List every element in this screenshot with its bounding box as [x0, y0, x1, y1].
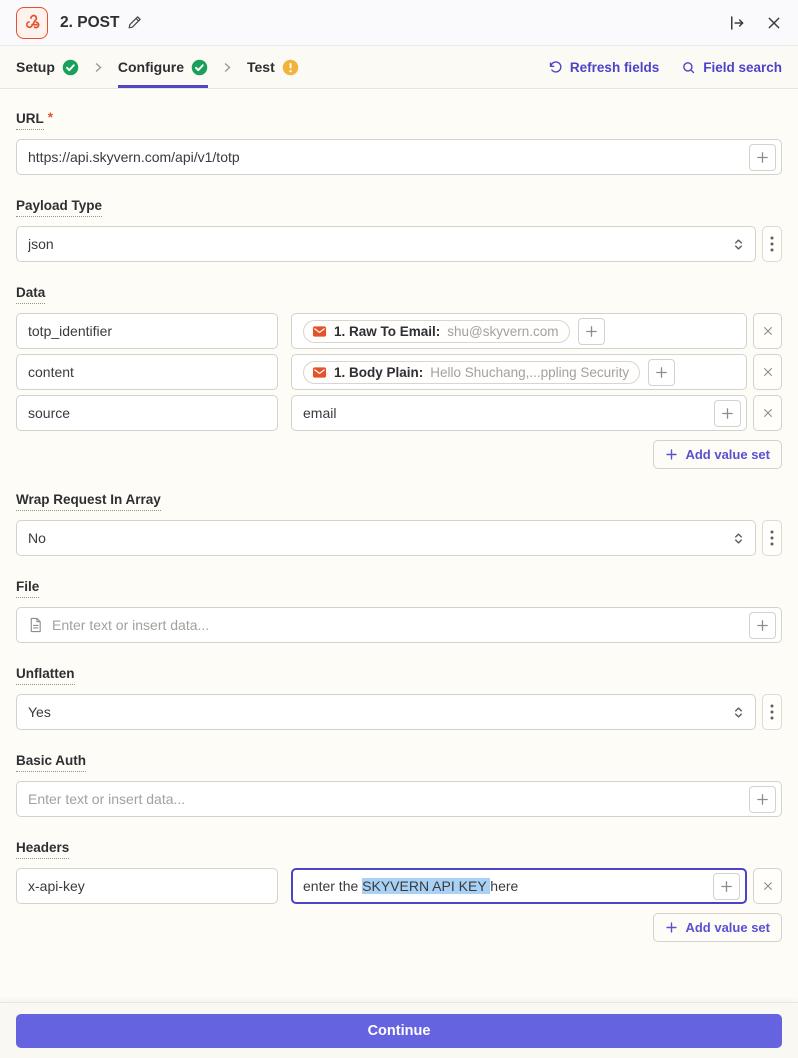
plus-icon — [755, 792, 770, 807]
headers-row — [16, 868, 782, 904]
payload-type-section — [16, 197, 782, 262]
data-value-text: email — [303, 405, 337, 421]
header-key-input[interactable] — [16, 868, 278, 904]
unflatten-select[interactable] — [16, 694, 756, 730]
wrap-request-section — [16, 491, 782, 556]
updown-chevron-icon — [731, 237, 746, 252]
wrap-request-value: No — [28, 530, 46, 546]
selected-text: SKYVERN API KEY — [362, 878, 491, 894]
insert-data-button[interactable] — [714, 400, 741, 427]
plus-icon — [665, 921, 678, 934]
insert-data-button[interactable] — [648, 359, 675, 386]
plus-icon — [720, 406, 735, 421]
x-icon — [762, 880, 774, 892]
data-key-input[interactable] — [16, 395, 278, 431]
data-label: Data — [16, 285, 45, 304]
warning-circle-icon — [282, 59, 299, 76]
tab-configure[interactable] — [118, 46, 208, 88]
add-value-set-button[interactable] — [653, 440, 782, 469]
field-search-button[interactable] — [681, 60, 782, 75]
data-key-value: totp_identifier — [28, 323, 113, 339]
tab-setup[interactable] — [16, 46, 79, 88]
x-icon — [762, 407, 774, 419]
remove-row-button[interactable] — [753, 395, 782, 431]
email-app-icon — [312, 324, 327, 339]
plus-icon — [719, 879, 734, 894]
payload-type-value: json — [28, 236, 54, 252]
data-key-value: content — [28, 364, 74, 380]
url-section — [16, 110, 782, 175]
required-asterisk: * — [47, 110, 54, 125]
email-app-icon — [312, 365, 327, 380]
tab-test-label: Test — [247, 59, 275, 75]
add-value-set-button[interactable] — [653, 913, 782, 942]
plus-icon — [654, 365, 669, 380]
mapped-field-token[interactable] — [303, 320, 570, 343]
chevron-right-icon — [92, 46, 105, 88]
insert-data-button[interactable] — [749, 144, 776, 171]
insert-data-button[interactable] — [749, 786, 776, 813]
document-icon — [28, 617, 43, 633]
file-placeholder: Enter text or insert data... — [52, 617, 210, 633]
basic-auth-input[interactable] — [16, 781, 782, 817]
data-key-value: source — [28, 405, 71, 421]
unflatten-section — [16, 665, 782, 730]
basic-auth-section — [16, 752, 782, 817]
wrap-request-select[interactable] — [16, 520, 756, 556]
field-search-label: Field search — [703, 59, 782, 75]
refresh-fields-label: Refresh fields — [569, 59, 660, 75]
step-tab-bar — [0, 46, 798, 89]
kebab-menu-icon — [770, 236, 774, 252]
data-row — [16, 395, 782, 431]
updown-chevron-icon — [731, 531, 746, 546]
header-value-input[interactable] — [291, 868, 747, 904]
search-icon — [681, 60, 696, 75]
data-value-input[interactable] — [291, 354, 747, 390]
plus-icon — [755, 150, 770, 165]
add-value-set-label: Add value set — [685, 920, 770, 935]
refresh-icon — [548, 60, 563, 75]
updown-chevron-icon — [731, 705, 746, 720]
data-key-input[interactable] — [16, 354, 278, 390]
mapped-field-token[interactable] — [303, 361, 640, 384]
step-title: 2. POST — [60, 13, 120, 31]
header-value-text: enter the SKYVERN API KEY here — [303, 878, 519, 894]
refresh-fields-button[interactable] — [548, 60, 659, 75]
check-circle-icon — [62, 59, 79, 76]
configure-form — [0, 89, 798, 942]
plus-icon — [665, 448, 678, 461]
collapse-panel-icon[interactable] — [728, 14, 746, 32]
field-menu-button[interactable] — [762, 226, 782, 262]
url-input[interactable] — [16, 139, 782, 175]
insert-data-button[interactable] — [578, 318, 605, 345]
plus-icon — [584, 324, 599, 339]
url-value: https://api.skyvern.com/api/v1/totp — [28, 149, 240, 165]
panel-header — [0, 0, 798, 46]
basic-auth-placeholder: Enter text or insert data... — [28, 791, 186, 807]
continue-button[interactable]: Continue — [16, 1014, 782, 1048]
insert-data-button[interactable] — [749, 612, 776, 639]
chevron-right-icon — [221, 46, 234, 88]
insert-data-button[interactable] — [713, 873, 740, 900]
webhook-icon — [23, 13, 42, 32]
field-menu-button[interactable] — [762, 694, 782, 730]
headers-section — [16, 839, 782, 942]
tab-setup-label: Setup — [16, 59, 55, 75]
tab-test[interactable] — [247, 46, 299, 88]
file-section — [16, 578, 782, 643]
add-value-set-label: Add value set — [685, 447, 770, 462]
file-input[interactable] — [16, 607, 782, 643]
file-label: File — [16, 579, 39, 598]
remove-row-button[interactable] — [753, 354, 782, 390]
field-menu-button[interactable] — [762, 520, 782, 556]
headers-label: Headers — [16, 840, 69, 859]
basic-auth-label: Basic Auth — [16, 753, 86, 772]
footer-bar — [0, 1002, 798, 1058]
kebab-menu-icon — [770, 530, 774, 546]
webhooks-app-icon — [16, 7, 48, 39]
header-key-value: x-api-key — [28, 878, 85, 894]
remove-row-button[interactable] — [753, 313, 782, 349]
token-value: shu@skyvern.com — [447, 323, 559, 339]
data-key-input[interactable] — [16, 313, 278, 349]
data-value-input[interactable] — [291, 313, 747, 349]
x-icon — [762, 325, 774, 337]
payload-type-label: Payload Type — [16, 198, 102, 217]
token-value: Hello Shuchang,...ppling Security — [430, 364, 630, 380]
data-section — [16, 284, 782, 469]
edit-title-pencil-icon[interactable] — [127, 15, 142, 30]
check-circle-icon — [191, 59, 208, 76]
url-label: URL — [16, 111, 44, 130]
unflatten-value: Yes — [28, 704, 51, 720]
plus-icon — [755, 618, 770, 633]
payload-type-select[interactable] — [16, 226, 756, 262]
tab-configure-label: Configure — [117, 59, 184, 75]
x-icon — [762, 366, 774, 378]
unflatten-label: Unflatten — [16, 666, 75, 685]
token-label: 1. Body Plain: — [334, 364, 424, 380]
data-row — [16, 354, 782, 390]
token-label: 1. Raw To Email: — [334, 323, 441, 339]
data-value-input[interactable] — [291, 395, 747, 431]
wrap-request-label: Wrap Request In Array — [16, 492, 161, 511]
remove-row-button[interactable] — [753, 868, 782, 904]
kebab-menu-icon — [770, 704, 774, 720]
close-icon[interactable] — [766, 15, 782, 31]
data-row — [16, 313, 782, 349]
